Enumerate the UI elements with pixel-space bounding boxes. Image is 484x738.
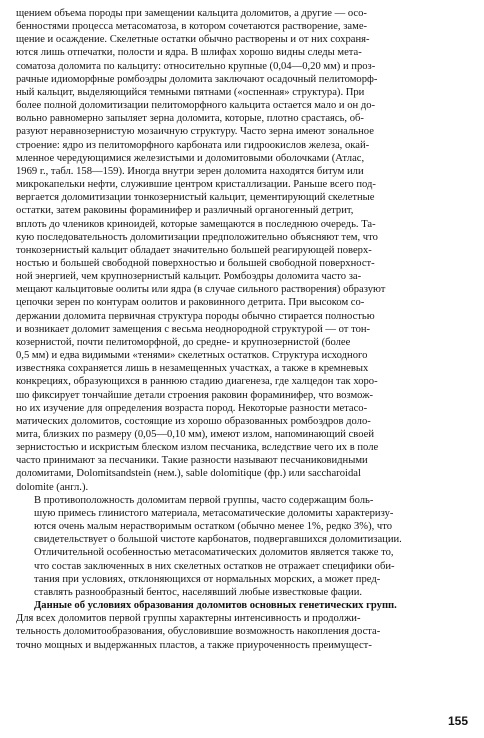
text-line: тания при условиях, отклоняющихся от нормальных морских, а может пред- bbox=[34, 573, 381, 585]
text-line: козернистой, почти пелитоморфной, до средне- и крупнозернистой (более bbox=[16, 336, 351, 348]
paragraph-metasomatic-dolomites bbox=[16, 494, 470, 599]
text-line: dolomite (англ.). bbox=[16, 481, 89, 493]
text-line: 1969 г., табл. 158—159). Иногда внутри зерен доломита находятся битум или bbox=[16, 165, 364, 177]
text-line: вергается доломитизации тонкозернистый кальцит, цементирующий скелетные bbox=[16, 192, 375, 204]
text-line: известняка сохраняется лишь в незамещенных участках, а также в кремневых bbox=[16, 363, 369, 375]
paragraph-formation-conditions bbox=[16, 612, 470, 651]
text-line: разуют неравнозернистую мозаичную структуру. Часто зерна имеют зональное bbox=[16, 126, 374, 138]
text-line: ставлять разнообразный бентос, населявший любые известковые фации. bbox=[34, 586, 363, 598]
text-line: ностью и большей свободной поверхностью и большей свободной поверхност- bbox=[16, 257, 375, 269]
text-line: часто принимают за песчаники. Такие разности называют песчаниковидными bbox=[16, 455, 368, 467]
text-line: щение и осаждение. Скелетные остатки обычно растворены и от них сохраня- bbox=[16, 34, 370, 46]
text-line: ный кальцит, выделяющийся темными пятнами («оспенная» структура). При bbox=[16, 86, 365, 98]
text-line: Отличительной особенностью метасоматических доломитов является также то, bbox=[34, 547, 394, 559]
text-line: держании доломита первичная структура породы обычно стирается полностью bbox=[16, 310, 375, 322]
text-line: кую последовательность доломитизации предположительно объясняют тем, что bbox=[16, 231, 378, 243]
text-line: доломитами, Dolomitsandstein (нем.), sable dolomitique (фр.) или saccharoidal bbox=[16, 468, 361, 480]
text-line: но их изучение для определения возраста пород. Некоторые разности метасо- bbox=[16, 402, 368, 414]
text-line: строение: ядро из пелитоморфного карбоната или гидроокислов железа, окай- bbox=[16, 139, 370, 151]
section-heading: Данные об условиях образования доломитов основных генетических групп. bbox=[34, 600, 397, 612]
text-line: вплоть до члеников криноидей, которые замещаются в последнюю очередь. Та- bbox=[16, 218, 376, 230]
text-line: зернистостью и искристым блеском излом песчаника, вследствие чего их в поле bbox=[16, 442, 379, 454]
page-number: 155 bbox=[447, 714, 468, 728]
text-line: конкрециях, образующихся в раннюю стадию диагенеза, где халцедон так хоро- bbox=[16, 376, 378, 388]
text-line: мещают кальцитовые оолиты или ядра (в случае сильного растворения) образуют bbox=[16, 284, 386, 296]
text-line: рачные идиоморфные ромбоэдры доломита заключают осадочный пелитоморф- bbox=[16, 73, 378, 85]
text-line: шо фиксирует тончайшие детали строения раковин фораминифер, что возмож- bbox=[16, 389, 374, 401]
text-line: точно мощных и выдержанных пластов, а также приуроченность преимущест- bbox=[16, 639, 372, 651]
text-line: ной энергией, чем крупнозернистый кальцит. Ромбоэдры доломита часто за- bbox=[16, 271, 362, 283]
text-line: ются очень малым нерастворимым остатком (обычно менее 1%, редко 3%), что bbox=[34, 521, 393, 533]
text-line: щением объема породы при замещении кальцита доломитов, а другие — осо- bbox=[16, 8, 367, 19]
text-line: цепочки зерен по контурам оолитов и раковинного детрита. При высоком со- bbox=[16, 297, 365, 309]
text-line: микрокапельки нефти, служившие центром кристаллизации. Раньше всего под- bbox=[16, 179, 376, 191]
text-line: бенностями процесса метасоматоза, в котором сочетаются растворение, заме- bbox=[16, 21, 368, 33]
paragraph-dolomite-metasomatism bbox=[16, 7, 470, 494]
text-line: более полной доломитизации пелитоморфного кальцита остается мало и он до- bbox=[16, 100, 376, 112]
text-line: тельность доломитообразования, обусловившие возможность накопления доста- bbox=[16, 626, 381, 638]
text-line: и возникает доломит замещения с весьма неоднородной структурой — от тон- bbox=[16, 323, 371, 335]
text-line: тонкозернистый кальцит обладает значительно большей реагирующей поверх- bbox=[16, 244, 372, 256]
text-line: соматоза доломита по кальциту: относительно крупные (0,04—0,20 мм) и проз- bbox=[16, 60, 376, 72]
text-line: ются лишь отпечатки, полости и ядра. В шлифах хорошо видны следы мета- bbox=[16, 47, 362, 59]
text-line: мленное чередующимися железистыми и доломитовыми оболочками (Атлас, bbox=[16, 152, 365, 164]
text-line: мита, близких по размеру (0,05—0,10 мм), имеют излом, напоминающий своей bbox=[16, 429, 374, 440]
text-line: В противоположность доломитам первой группы, часто содержащим боль- bbox=[34, 494, 374, 506]
text-line: Для всех доломитов первой группы характерны интенсивность и продолжи- bbox=[16, 613, 361, 625]
text-line: остатки, затем раковины фораминифер и различный органогенный детрит, bbox=[16, 205, 354, 217]
text-line: свидетельствует о большой чистоте карбонатов, подвергавшихся доломитизации. bbox=[34, 534, 402, 546]
text-line: что состав заключенных в них скелетных остатков не отражает специфики оби- bbox=[34, 560, 395, 572]
text-line: вольно равномерно запыляет зерна доломита, которые, плотно срастаясь, об- bbox=[16, 113, 364, 125]
text-line: 0,5 мм) и едва видимыми «тенями» скелетных остатков. Структура исходного bbox=[16, 350, 368, 362]
text-line: матических доломитов, состоящие из хорошо образованных ромбоэдров доло- bbox=[16, 415, 371, 427]
text-line: шую примесь глинистого материала, метасоматические доломиты характеризу- bbox=[34, 507, 394, 519]
